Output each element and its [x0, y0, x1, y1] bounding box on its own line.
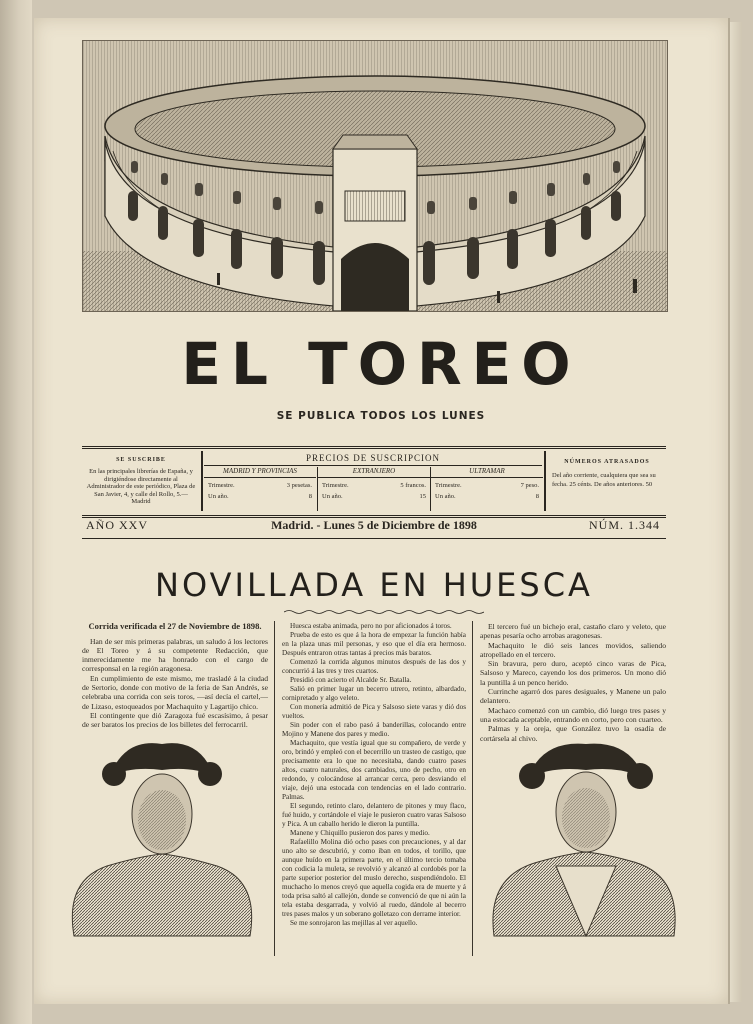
prices-header: PRECIOS DE SUSCRIPCION: [204, 451, 542, 466]
paragraph: En cumplimiento de este mismo, me trasladé á la ciudad de Sertorio, donde con motivo de la feria de San Andrés, se celebraba una corrida con seis toros, —así decía el cartel,—de Lizaso, estoqueados por Machaquito y Lagartijo chico.: [82, 673, 268, 711]
price-label: Un año.: [322, 493, 343, 500]
column-rule: [274, 621, 275, 956]
paragraph: Salió en primer lugar un becerro utrero, retinto, albardado, cornipretado y algo veleto.: [282, 685, 466, 702]
price-label: Trimestre.: [435, 482, 462, 489]
newspaper-page: [34, 18, 730, 1004]
paragraph: El segundo, retinto claro, delantero de pitones y muy flaco, fué huido, y cortándole el viaje le pusieron cuatro varas Salsoso y Pica. A un caballo herido le dieron la puntilla.: [282, 802, 466, 828]
paragraph: Rafaelillo Molina dió ocho pases con precauciones, y al dar uno alto se descubrió, y como iban en todos, el torillo, que aunque huído en la primera parte, en el último tercio tomaba con codicia la muleta, se revolvió y alcanzó al cordobés por la parte superior posterior del muslo derecho, suspendiéndolo. El muchacho lo menos creyó que aquella cogida era de muerte y á toda prisa saltó al callejón, donde se convenció de que ni aún la tela estaba desgarrada, y volvió al ruedo, dándole al becerro tres pases malos y un soberano golletazo con derrame interior.: [282, 838, 466, 918]
paragraph: Machaquito le dió seis lances movidos, saliendo atropellado en el tercero.: [480, 640, 666, 659]
dateline: [82, 516, 666, 539]
issue-number: NÚM. 1.344: [588, 518, 660, 532]
price-zone: [317, 467, 430, 511]
price-value: 8: [535, 493, 539, 500]
year-label: AÑO XXV: [86, 518, 148, 532]
price-label: Un año.: [208, 493, 229, 500]
issue-date: Madrid. - Lunes 5 de Diciembre de 1898: [271, 518, 477, 532]
price-value: 7 peso.: [520, 482, 539, 489]
article-column-2: [282, 622, 466, 928]
paragraph: Sin bravura, pero duro, aceptó cinco varas de Pica, Salsoso y Mareco, cayendo los dos primeros. Un mono dió la puntilla á un penco herido.: [480, 659, 666, 687]
price-label: Trimestre.: [208, 482, 235, 489]
subscription-box: [82, 446, 666, 518]
article-headline: NOVILLADA EN HUESCA: [155, 566, 593, 604]
headline-ornament: [284, 609, 484, 615]
subscribe-text: En las principales librerías de España, y dirigiéndose directamente al Administrador de este periódico, Plaza de San Javier, 4, y calle del Rollo, 5.—Madrid: [86, 468, 196, 505]
price-zone-name: ULTRAMAR: [431, 467, 543, 478]
divider: [544, 451, 546, 511]
paragraph: El contingente que dió Zaragoza fué escasísimo, á pesar de ser baratos los precios de los billetes del ferrocarril.: [82, 710, 268, 730]
paragraph: Huesca estaba animada, pero no por aficionados á toros.: [290, 622, 452, 630]
price-value: 3 pesetas.: [286, 482, 312, 489]
price-label: Trimestre.: [322, 482, 349, 489]
price-label: Un año.: [435, 493, 456, 500]
masthead-title: EL TOREO: [181, 330, 581, 398]
paragraph: Machaco comenzó con un cambio, dió luego tres pases y una estocada aceptable, entrando en corto, pero con cuarteo.: [480, 705, 666, 724]
paragraph: Currinche agarró dos pares desiguales, y Manene un palo delantero.: [480, 687, 666, 706]
paragraph: Se me sonrojaron las mejillas al ver aquello.: [290, 919, 418, 927]
matador-portrait-right: [486, 736, 682, 942]
paragraph: Han de ser mis primeras palabras, un saludo á los lectores de El Toreo y á su competente Redacción, que inmerecidamente me ha honrado con el cargo de corresponsal en la región aragonesa.: [82, 636, 268, 674]
paragraph: Con monería admitió de Pica y Salsoso siete varas y dió dos vueltos.: [282, 703, 466, 720]
back-issues: [548, 451, 666, 511]
masthead-subtitle: SE PUBLICA TODOS LOS LUNES: [276, 410, 486, 422]
price-zone-name: EXTRANJERO: [318, 467, 430, 478]
paragraph: Manene y Chiquillo pusieron dos pares y medio.: [290, 829, 430, 837]
price-zone: [204, 467, 316, 511]
subscription-prices: [204, 451, 542, 511]
price-value: 5 francos.: [400, 482, 426, 489]
paragraph: Machaquito, que vestía igual que su compañero, de verde y oro, brindó y empleó con el becerrillo un trasteo de castigo, que precisamente era lo que no necesitaba, dando cuatro pases altos, cuatro naturales, dos cambiados, uno de pecho, otro en redondo, y colocándose al arrancar cerca, pero desviando el viaje, dejó una estocada con tendencias en el lado contrario. Palmas.: [282, 739, 466, 801]
paragraph: El tercero fué un bichejo eral, castaño claro y veleto, que apenas pesaría ocho arrobas aragonesas.: [480, 622, 666, 641]
back-issues-header: NÚMEROS ATRASADOS: [564, 459, 650, 465]
back-issues-text: Del año corriente, cualquiera que sea su fecha. 25 cénts. De años anteriores. 50: [552, 472, 656, 488]
column-rule: [472, 621, 473, 956]
book-binding: [0, 0, 32, 1024]
price-value: 8: [308, 493, 312, 500]
price-value: 15: [419, 493, 426, 500]
article-column-3: [480, 622, 666, 743]
paragraph: Palmas y la oreja, que González tuvo la osadía de cortársela al chivo.: [480, 724, 666, 743]
paragraph: Sin poder con el rabo pasó á banderillas, colocando entre Mojino y Manene dos pares y medio.: [282, 721, 466, 738]
bullring-engraving: [82, 40, 668, 312]
paragraph: Presidió con acierto el Alcalde Sr. Batalla.: [290, 676, 412, 684]
subscribe-header: SE SUSCRIBE: [116, 457, 166, 463]
matador-portrait-left: [64, 736, 260, 942]
paragraph: Comenzó la corrida algunos minutos después de las dos y concurrió á las tres y tres cuartos.: [282, 658, 466, 675]
page-edge: [728, 22, 742, 1002]
price-zone: [430, 467, 543, 511]
article-column-1: [82, 622, 268, 729]
divider: [201, 451, 203, 511]
paragraph: Prueba de esto es que á la hora de empezar la función había en la plaza unas mil personas, y eso que el día era hermoso. Después entraron otras tantas á precios más baratos.: [282, 631, 466, 657]
subscription-info: [82, 451, 200, 511]
price-zone-name: MADRID Y PROVINCIAS: [204, 467, 316, 478]
article-subhead: Corrida verificada el 27 de Noviembre de 1898.: [88, 621, 262, 631]
